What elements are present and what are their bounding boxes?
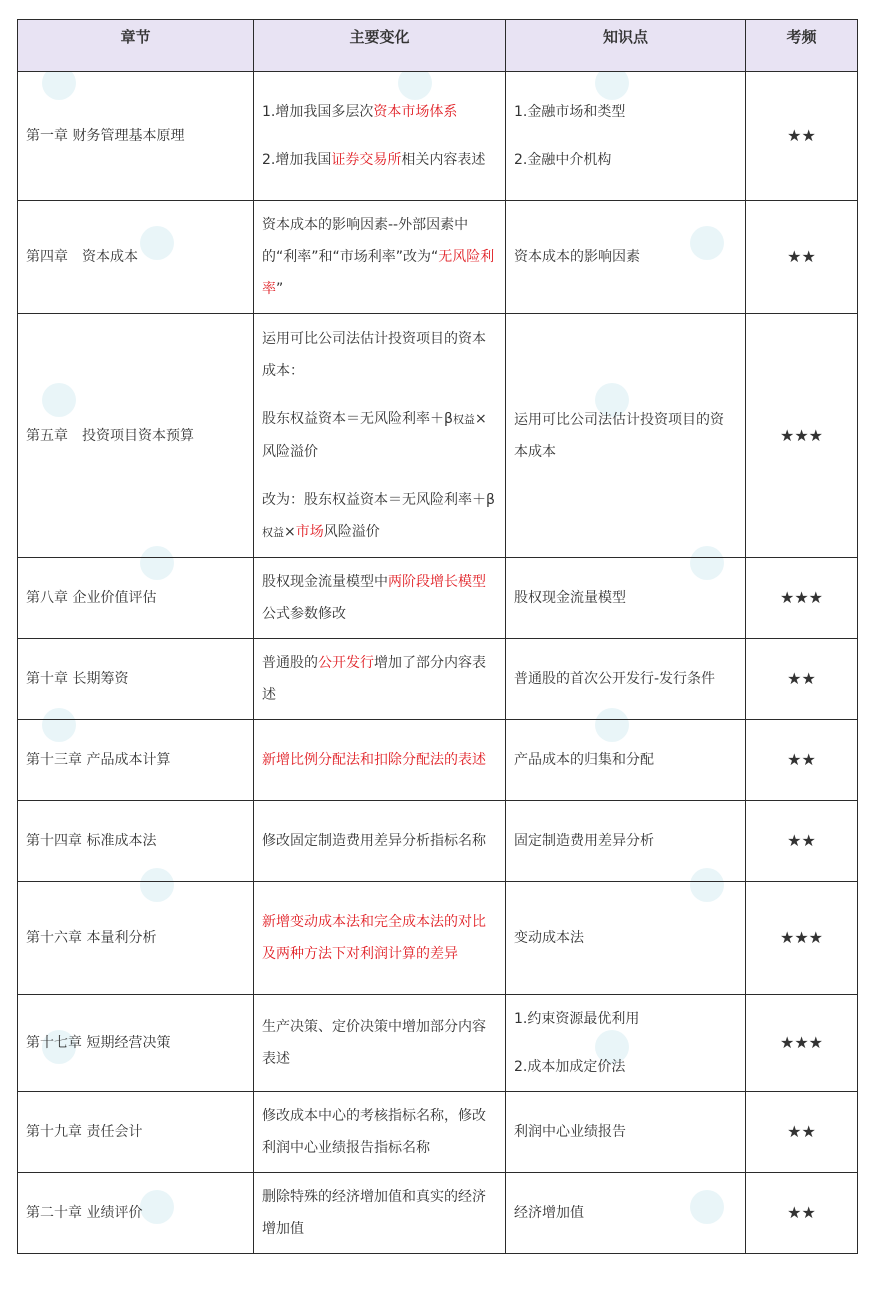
table-row	[18, 558, 858, 639]
table-row	[18, 1092, 858, 1173]
frequency-stars: ★★★	[746, 882, 858, 995]
table-row	[18, 720, 858, 801]
knowledge-point-cell: 普通股的首次公开发行-发行条件	[506, 639, 746, 720]
chapter-cell: 第二十章 业绩评价	[18, 1173, 254, 1254]
change-cell: 股权现金流量模型中两阶段增长模型公式参数修改	[254, 558, 506, 639]
knowledge-point-cell: 经济增加值	[506, 1173, 746, 1254]
chapter-cell: 第十九章 责任会计	[18, 1092, 254, 1173]
knowledge-point-cell: 固定制造费用差异分析	[506, 801, 746, 882]
table-row	[18, 995, 858, 1092]
chapter-cell: 第八章 企业价值评估	[18, 558, 254, 639]
chapter-cell: 第五章 投资项目资本预算	[18, 314, 254, 558]
chapter-cell: 第一章 财务管理基本原理	[18, 72, 254, 201]
header-knowledge-point: 知识点	[506, 20, 746, 72]
frequency-stars: ★★	[746, 801, 858, 882]
table-header-row	[18, 20, 858, 72]
changes-table	[17, 19, 858, 1254]
knowledge-point-cell: 1.金融市场和类型 2.金融中介机构	[506, 72, 746, 201]
table-row	[18, 801, 858, 882]
frequency-stars: ★★★	[746, 995, 858, 1092]
chapter-cell: 第十章 长期筹资	[18, 639, 254, 720]
frequency-stars: ★★	[746, 1173, 858, 1254]
header-frequency: 考频	[746, 20, 858, 72]
frequency-stars: ★★	[746, 1092, 858, 1173]
knowledge-point-cell: 股权现金流量模型	[506, 558, 746, 639]
knowledge-point-cell: 1.约束资源最优利用 2.成本加成定价法	[506, 995, 746, 1092]
chapter-cell: 第十七章 短期经营决策	[18, 995, 254, 1092]
change-cell: 新增比例分配法和扣除分配法的表述	[254, 720, 506, 801]
chapter-cell: 第十六章 本量利分析	[18, 882, 254, 995]
knowledge-point-cell: 产品成本的归集和分配	[506, 720, 746, 801]
knowledge-point-cell: 变动成本法	[506, 882, 746, 995]
frequency-stars: ★★	[746, 72, 858, 201]
change-cell: 新增变动成本法和完全成本法的对比及两种方法下对利润计算的差异	[254, 882, 506, 995]
chapter-cell: 第十四章 标准成本法	[18, 801, 254, 882]
knowledge-point-cell: 资本成本的影响因素	[506, 201, 746, 314]
header-main-change: 主要变化	[254, 20, 506, 72]
change-cell: 修改成本中心的考核指标名称，修改利润中心业绩报告指标名称	[254, 1092, 506, 1173]
change-cell: 运用可比公司法估计投资项目的资本成本： 股东权益资本＝无风险利率＋β权益×风险溢价 改为：股东权益资本＝无风险利率＋β权益×市场风险溢价	[254, 314, 506, 558]
knowledge-point-cell: 利润中心业绩报告	[506, 1092, 746, 1173]
frequency-stars: ★★★	[746, 558, 858, 639]
table-row	[18, 1173, 858, 1254]
table-row	[18, 314, 858, 558]
frequency-stars: ★★	[746, 720, 858, 801]
table-row	[18, 639, 858, 720]
chapter-cell: 第四章 资本成本	[18, 201, 254, 314]
knowledge-point-cell: 运用可比公司法估计投资项目的资本成本	[506, 314, 746, 558]
table-row	[18, 72, 858, 201]
chapter-cell: 第十三章 产品成本计算	[18, 720, 254, 801]
change-cell: 普通股的公开发行增加了部分内容表述	[254, 639, 506, 720]
table-row	[18, 882, 858, 995]
change-cell: 1.增加我国多层次资本市场体系 2.增加我国证券交易所相关内容表述	[254, 72, 506, 201]
change-cell: 删除特殊的经济增加值和真实的经济增加值	[254, 1173, 506, 1254]
frequency-stars: ★★★	[746, 314, 858, 558]
change-cell: 生产决策、定价决策中增加部分内容表述	[254, 995, 506, 1092]
frequency-stars: ★★	[746, 639, 858, 720]
change-cell: 修改固定制造费用差异分析指标名称	[254, 801, 506, 882]
table-row	[18, 201, 858, 314]
frequency-stars: ★★	[746, 201, 858, 314]
change-cell: 资本成本的影响因素--外部因素中的“利率”和“市场利率”改为“无风险利率”	[254, 201, 506, 314]
header-chapter: 章节	[18, 20, 254, 72]
